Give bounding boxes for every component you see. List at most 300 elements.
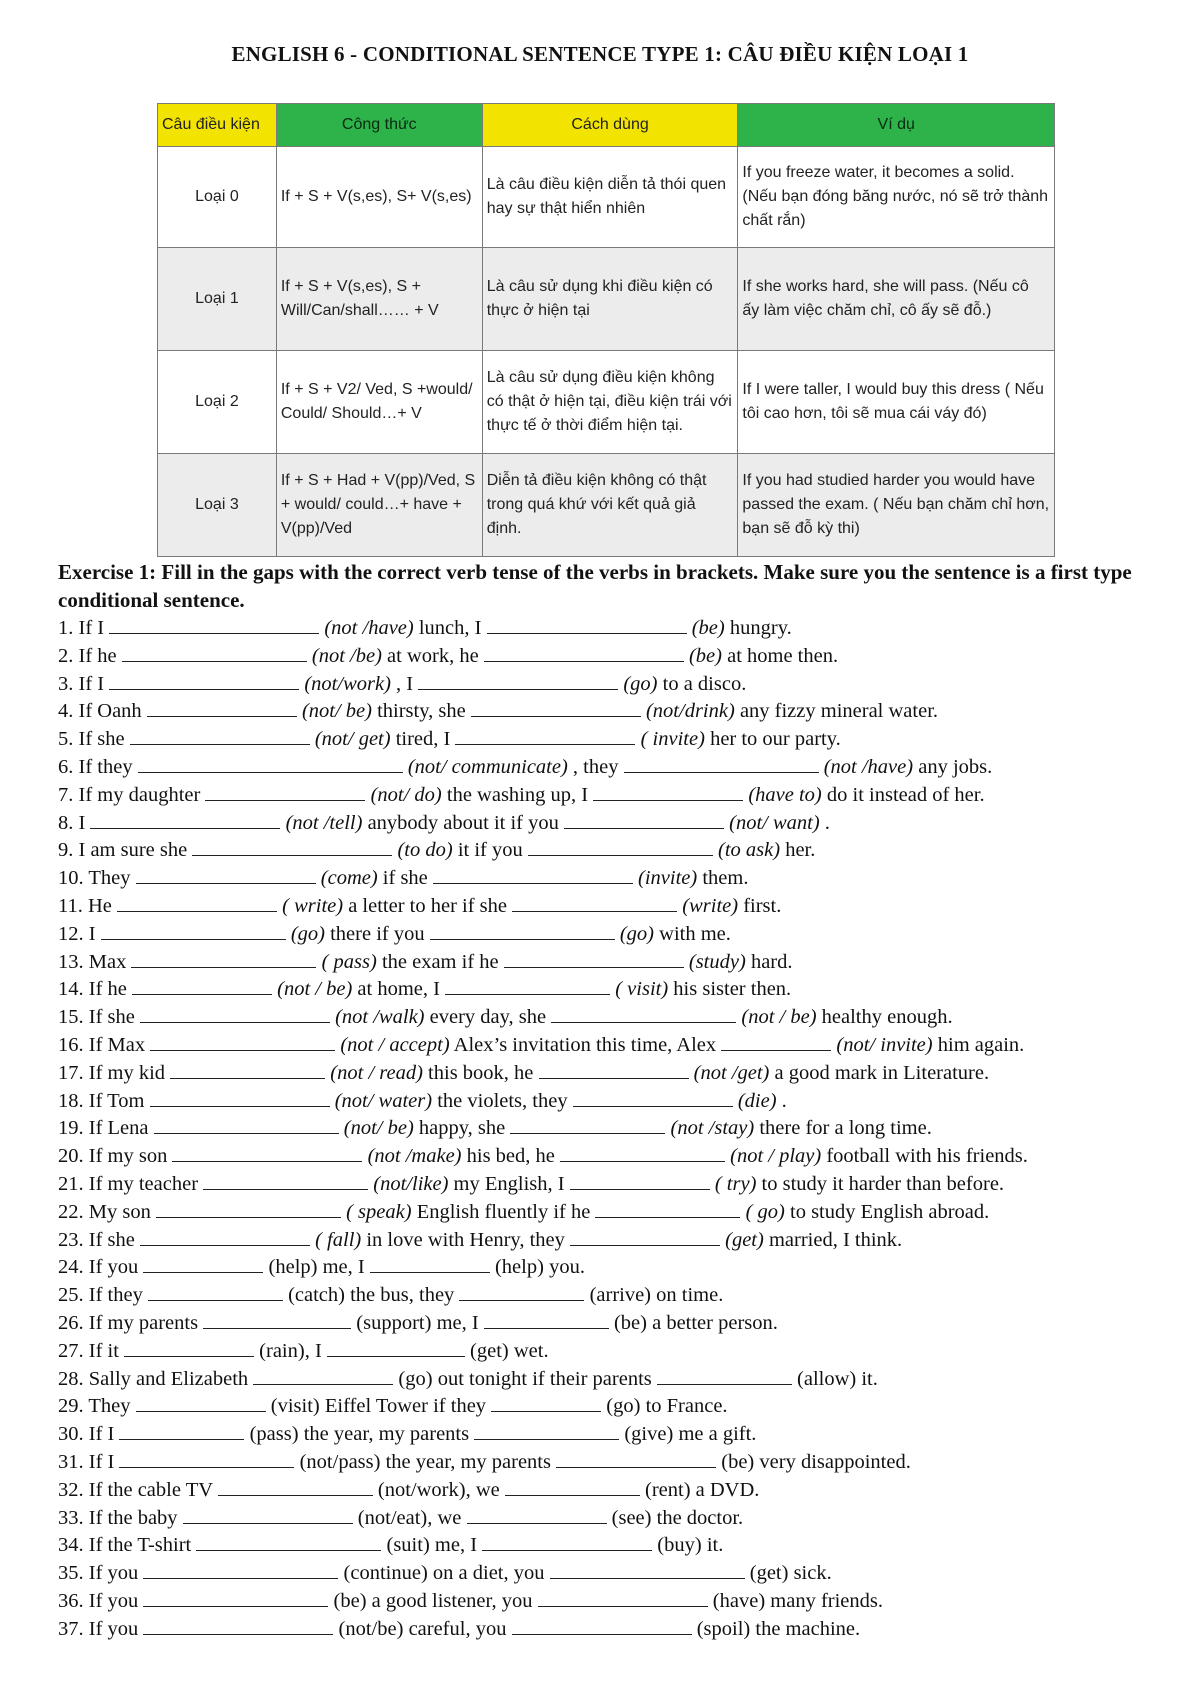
item-text-start: He <box>88 894 112 917</box>
item-text-start: If they <box>78 755 133 778</box>
item-text-end: her. <box>785 839 816 862</box>
item-text-middle: me, I <box>436 1311 479 1334</box>
answer-blank-1[interactable] <box>138 754 403 773</box>
item-text-end: to France. <box>645 1395 728 1418</box>
answer-blank-2[interactable] <box>504 949 684 968</box>
answer-blank-1[interactable] <box>218 1477 373 1496</box>
verb-hint-1: (not/ do) <box>370 783 442 806</box>
item-text-middle: tired, I <box>395 728 451 751</box>
item-text-end: hard. <box>750 950 793 973</box>
exercise-item <box>58 1616 1168 1644</box>
item-text-start: If you <box>88 1256 139 1279</box>
item-text-end: a DVD. <box>695 1478 760 1501</box>
item-number: 32. <box>58 1478 84 1501</box>
answer-blank-1[interactable] <box>143 1560 338 1579</box>
answer-blank-2[interactable] <box>474 1421 619 1440</box>
item-text-end: at home then. <box>727 644 839 667</box>
verb-hint-1: ( write) <box>282 894 344 917</box>
item-text-start: If you <box>88 1617 139 1640</box>
answer-blank-1[interactable] <box>196 1532 381 1551</box>
table-row <box>158 147 1055 248</box>
verb-hint-1: ( fall) <box>315 1228 362 1251</box>
item-text-middle: the washing up, I <box>446 783 589 806</box>
item-text-middle: me, I <box>434 1534 478 1557</box>
item-text-end: it. <box>861 1367 878 1390</box>
row-example: If I were taller, I would buy this dress ( Nếu tôi cao hơn, tôi sẽ mua cái váy đó) <box>738 351 1055 454</box>
verb-hint-2: (help) <box>494 1256 544 1279</box>
answer-blank-2[interactable] <box>570 1171 710 1190</box>
item-text-start: If my daughter <box>78 783 201 806</box>
answer-blank-2[interactable] <box>573 1088 733 1107</box>
answer-blank-2[interactable] <box>528 837 713 856</box>
item-text-start: My son <box>88 1200 151 1223</box>
exercise-item <box>58 1171 1168 1199</box>
exercise-item <box>58 837 1168 865</box>
answer-blank-2[interactable] <box>418 671 618 690</box>
item-text-start: If she <box>78 728 125 751</box>
verb-hint-2: ( try) <box>714 1172 757 1195</box>
verb-hint-1: (go) <box>398 1367 433 1390</box>
item-text-middle: this book, he <box>428 1061 534 1084</box>
exercise-item <box>58 1588 1168 1616</box>
answer-blank-2[interactable] <box>595 1199 740 1218</box>
item-text-start: If he <box>78 644 117 667</box>
answer-blank-2[interactable] <box>551 1004 736 1023</box>
item-text-middle: every day, she <box>429 1006 547 1029</box>
item-number: 21. <box>58 1172 84 1195</box>
item-text-end: me a gift. <box>678 1423 757 1446</box>
item-text-middle: it if you <box>457 839 523 862</box>
verb-hint-2: (not/drink) <box>645 700 735 723</box>
verb-hint-1: ( pass) <box>321 950 377 973</box>
item-text-end: any jobs. <box>918 755 993 778</box>
answer-blank-1[interactable] <box>122 643 307 662</box>
item-text-start: If the baby <box>88 1506 178 1529</box>
item-number: 11. <box>58 894 83 917</box>
answer-blank-1[interactable] <box>140 1004 330 1023</box>
verb-hint-1: (help) <box>268 1256 318 1279</box>
verb-hint-1: (not / read) <box>330 1061 423 1084</box>
verb-hint-2: (not /stay) <box>670 1117 755 1140</box>
item-text-start: If Max <box>88 1033 146 1056</box>
item-text-start: If my son <box>88 1145 168 1168</box>
item-text-end: married, I think. <box>768 1228 903 1251</box>
item-text-start: If Lena <box>88 1117 149 1140</box>
item-text-start: I am sure she <box>78 839 188 862</box>
verb-hint-2: (not /have) <box>823 755 914 778</box>
verb-hint-1: (suit) <box>386 1534 430 1557</box>
item-number: 18. <box>58 1089 84 1112</box>
item-text-end: a better person. <box>652 1311 778 1334</box>
item-text-end: many friends. <box>770 1589 884 1612</box>
item-number: 7. <box>58 783 74 806</box>
exercise-item <box>58 1199 1168 1227</box>
row-example: If you freeze water, it becomes a solid. (Nếu bạn đóng băng nước, nó sẽ trở thành chất rắn) <box>738 147 1055 248</box>
answer-blank-2[interactable] <box>510 1115 665 1134</box>
verb-hint-2: ( invite) <box>640 728 705 751</box>
verb-hint-2: (write) <box>682 894 739 917</box>
answer-blank-2[interactable] <box>370 1254 490 1273</box>
row-formula: If + S + Had + V(pp)/Ved, S + would/ could…+ have + V(pp)/Ved <box>276 454 482 557</box>
verb-hint-2: (be) <box>688 644 722 667</box>
exercise-item <box>58 1477 1168 1505</box>
item-number: 15. <box>58 1006 84 1029</box>
answer-blank-1[interactable] <box>117 893 277 912</box>
verb-hint-1: (pass) <box>249 1423 299 1446</box>
row-usage: Diễn tả điều kiện không có thật trong quá khứ với kết quả giả định. <box>482 454 738 557</box>
verb-hint-2: (die) <box>737 1089 777 1112</box>
page-title: ENGLISH 6 - CONDITIONAL SENTENCE TYPE 1: CÂU ĐIỀU KIỆN LOẠI 1 <box>231 42 969 66</box>
answer-blank-2[interactable] <box>560 1143 725 1162</box>
item-text-middle: his bed, he <box>466 1145 555 1168</box>
answer-blank-2[interactable] <box>538 1588 708 1607</box>
item-text-end: sick. <box>793 1562 832 1585</box>
item-text-start: They <box>88 1395 131 1418</box>
exercise-item <box>58 1227 1168 1255</box>
row-usage: Là câu sử dụng khi điều kiện có thực ở hiện tại <box>482 248 738 351</box>
exercise-item <box>58 1060 1168 1088</box>
verb-hint-2: (not/ want) <box>729 811 820 834</box>
answer-blank-2[interactable] <box>455 726 635 745</box>
answer-blank-1[interactable] <box>154 1115 339 1134</box>
exercise-item <box>58 1032 1168 1060</box>
exercise-item <box>58 1254 1168 1282</box>
item-text-middle: we <box>475 1478 500 1501</box>
answer-blank-2[interactable] <box>564 810 724 829</box>
answer-blank-2[interactable] <box>657 1366 792 1385</box>
item-text-end: the doctor. <box>656 1506 744 1529</box>
row-type: Loại 3 <box>158 454 277 557</box>
item-text-end: him again. <box>937 1033 1025 1056</box>
verb-hint-2: (allow) <box>797 1367 857 1390</box>
verb-hint-2: (go) <box>623 672 658 695</box>
item-text-middle: out tonight if their parents <box>437 1367 652 1390</box>
answer-blank-1[interactable] <box>143 1588 328 1607</box>
answer-blank-1[interactable] <box>203 1310 351 1329</box>
verb-hint-2: (get) <box>749 1562 789 1585</box>
verb-hint-1: (not /be) <box>311 644 382 667</box>
verb-hint-1: (go) <box>290 922 325 945</box>
exercise-item <box>58 643 1168 671</box>
item-text-end: her to our party. <box>710 728 841 751</box>
answer-blank-1[interactable] <box>124 1338 254 1357</box>
exercise-item <box>58 976 1168 1004</box>
verb-hint-1: (not /tell) <box>285 811 363 834</box>
verb-hint-1: (not/eat), <box>357 1506 433 1529</box>
item-text-start: If my teacher <box>88 1172 199 1195</box>
item-text-start: If you <box>88 1589 139 1612</box>
item-number: 5. <box>58 728 74 751</box>
item-text-start: If the T-shirt <box>88 1534 192 1557</box>
answer-blank-2[interactable] <box>484 643 684 662</box>
item-text-end: to a disco. <box>662 672 747 695</box>
item-number: 30. <box>58 1423 84 1446</box>
answer-blank-1[interactable] <box>90 810 280 829</box>
item-text-middle: I <box>314 1339 322 1362</box>
verb-hint-1: (rain), <box>259 1339 310 1362</box>
verb-hint-1: (come) <box>320 867 378 890</box>
answer-blank-2[interactable] <box>556 1449 716 1468</box>
verb-hint-1: (not / accept) <box>340 1033 450 1056</box>
answer-blank-1[interactable] <box>203 1171 368 1190</box>
item-text-start: Sally and Elizabeth <box>88 1367 249 1390</box>
answer-blank-2[interactable] <box>487 615 687 634</box>
answer-blank-1[interactable] <box>130 726 310 745</box>
exercise-item <box>58 1560 1168 1588</box>
item-text-start: If I <box>78 672 105 695</box>
row-formula: If + S + V(s,es), S + Will/Can/shall…… + V <box>276 248 482 351</box>
row-type: Loại 1 <box>158 248 277 351</box>
item-text-start: If she <box>88 1228 135 1251</box>
item-text-middle: a letter to her if she <box>348 894 508 917</box>
item-text-end: with me. <box>659 922 731 945</box>
answer-blank-1[interactable] <box>136 1393 266 1412</box>
answer-blank-2[interactable] <box>430 921 615 940</box>
item-text-end: to study English abroad. <box>790 1200 990 1223</box>
verb-hint-2: (get) <box>725 1228 764 1251</box>
answer-blank-2[interactable] <box>539 1060 689 1079</box>
verb-hint-2: ( go) <box>745 1200 785 1223</box>
item-text-end: a good mark in Literature. <box>774 1061 990 1084</box>
row-example: If you had studied harder you would have passed the exam. ( Nếu bạn chăm chỉ hơn, bạn sẽ đỗ kỳ thi) <box>738 454 1055 557</box>
answer-blank-1[interactable] <box>172 1143 362 1162</box>
exercise-item <box>58 1532 1168 1560</box>
item-text-start: If my kid <box>88 1061 166 1084</box>
exercise-item <box>58 1393 1168 1421</box>
verb-hint-1: (not/work), <box>377 1478 471 1501</box>
item-number: 20. <box>58 1145 84 1168</box>
table-header-row <box>158 104 1055 147</box>
answer-blank-1[interactable] <box>136 865 316 884</box>
exercise-item <box>58 754 1168 782</box>
exercise-item <box>58 1338 1168 1366</box>
item-text-middle: the year, my parents <box>303 1423 470 1446</box>
answer-blank-1[interactable] <box>150 1032 335 1051</box>
item-text-end: on time. <box>656 1284 724 1307</box>
answer-blank-2[interactable] <box>484 1310 609 1329</box>
row-formula: If + S + V2/ Ved, S +would/ Could/ Should…+ V <box>276 351 482 454</box>
item-text-end: hungry. <box>729 617 792 639</box>
item-number: 16. <box>58 1033 84 1056</box>
answer-blank-1[interactable] <box>205 782 365 801</box>
verb-hint-2: (not/ invite) <box>836 1033 933 1056</box>
verb-hint-1: (not/pass) <box>299 1450 381 1473</box>
item-number: 28. <box>58 1367 84 1390</box>
verb-hint-1: (to do) <box>397 839 453 862</box>
item-number: 9. <box>58 839 74 862</box>
item-text-middle: on a diet, you <box>432 1562 545 1585</box>
item-number: 37. <box>58 1617 84 1640</box>
verb-hint-2: (study) <box>688 950 746 973</box>
item-text-middle: a good listener, you <box>371 1589 533 1612</box>
header-usage: Cách dùng <box>482 104 738 147</box>
verb-hint-1: (not/work) <box>304 672 391 695</box>
verb-hint-2: (to ask) <box>718 839 781 862</box>
answer-blank-2[interactable] <box>570 1227 720 1246</box>
verb-hint-2: (be) <box>721 1450 755 1473</box>
verb-hint-2: (get) <box>470 1339 509 1362</box>
answer-blank-2[interactable] <box>491 1393 601 1412</box>
exercise-item <box>58 1115 1168 1143</box>
answer-blank-1[interactable] <box>109 671 299 690</box>
table-row <box>158 248 1055 351</box>
exercise-item <box>58 1421 1168 1449</box>
item-text-end: first. <box>743 894 782 917</box>
item-text-end: . <box>824 811 830 834</box>
item-number: 8. <box>58 811 74 834</box>
answer-blank-2[interactable] <box>482 1532 652 1551</box>
exercise-title: Exercise 1: Fill in the gaps with the correct verb tense of the verbs in brackets. Make sure you the sentence is a first type conditional sentence. <box>58 560 1132 612</box>
answer-blank-1[interactable] <box>101 921 286 940</box>
item-number: 2. <box>58 644 74 667</box>
item-text-middle: the year, my parents <box>385 1450 551 1473</box>
answer-blank-1[interactable] <box>170 1060 325 1079</box>
item-number: 25. <box>58 1284 84 1307</box>
exercise-item <box>58 810 1168 838</box>
item-number: 33. <box>58 1506 84 1529</box>
item-text-start: I <box>88 922 96 945</box>
item-text-end: . <box>781 1089 787 1112</box>
conditional-types-table <box>157 103 1055 557</box>
answer-blank-1[interactable] <box>192 837 392 856</box>
exercise-item <box>58 1505 1168 1533</box>
verb-hint-1: (not / be) <box>277 978 353 1001</box>
verb-hint-1: (be) <box>333 1589 367 1612</box>
answer-blank-1[interactable] <box>253 1366 393 1385</box>
item-text-end: wet. <box>513 1339 549 1362</box>
item-text-end: football with his friends. <box>826 1145 1028 1168</box>
answer-blank-1[interactable] <box>119 1421 244 1440</box>
item-text-middle: at home, I <box>357 978 440 1001</box>
item-text-start: If my parents <box>88 1311 199 1334</box>
item-text-middle: Eiffel Tower if they <box>324 1395 487 1418</box>
answer-blank-2[interactable] <box>459 1282 584 1301</box>
answer-blank-1[interactable] <box>140 1227 310 1246</box>
item-text-middle: in love with Henry, they <box>366 1228 565 1251</box>
item-text-middle: Alex’s invitation this time, Alex <box>453 1033 717 1056</box>
item-text-start: If the cable TV <box>88 1478 213 1501</box>
exercise-item <box>58 949 1168 977</box>
exercise-item <box>58 1143 1168 1171</box>
row-type: Loại 2 <box>158 351 277 454</box>
exercise-item <box>58 1366 1168 1394</box>
answer-blank-2[interactable] <box>505 1477 640 1496</box>
item-text-end: you. <box>549 1256 585 1279</box>
answer-blank-2[interactable] <box>512 1616 692 1635</box>
item-text-start: If you <box>88 1562 139 1585</box>
item-text-middle: , they <box>572 755 619 778</box>
table-row <box>158 351 1055 454</box>
verb-hint-1: (not /make) <box>367 1145 462 1168</box>
verb-hint-1: (not/ be) <box>343 1117 414 1140</box>
item-number: 31. <box>58 1450 84 1473</box>
answer-blank-1[interactable] <box>147 698 297 717</box>
answer-blank-2[interactable] <box>471 698 641 717</box>
answer-blank-1[interactable] <box>143 1616 333 1635</box>
exercise-item <box>58 1310 1168 1338</box>
exercise-item <box>58 1004 1168 1032</box>
item-text-middle: careful, you <box>408 1617 507 1640</box>
answer-blank-2[interactable] <box>593 782 743 801</box>
answer-blank-2[interactable] <box>327 1338 465 1357</box>
item-text-middle: the bus, they <box>350 1284 455 1307</box>
verb-hint-1: (not/ be) <box>301 700 372 723</box>
answer-blank-2[interactable] <box>550 1560 745 1579</box>
item-text-end: there for a long time. <box>759 1117 932 1140</box>
exercise-item <box>58 726 1168 754</box>
answer-blank-1[interactable] <box>131 949 316 968</box>
item-text-end: it. <box>706 1534 724 1557</box>
verb-hint-2: (rent) <box>645 1478 691 1501</box>
item-text-middle: at work, he <box>387 644 479 667</box>
verb-hint-1: (not/ communicate) <box>407 755 568 778</box>
verb-hint-2: (invite) <box>638 867 698 890</box>
item-text-middle: English fluently if he <box>416 1200 591 1223</box>
item-number: 29. <box>58 1395 84 1418</box>
answer-blank-2[interactable] <box>721 1032 831 1051</box>
exercise-item <box>58 1282 1168 1310</box>
item-text-start: They <box>88 867 131 890</box>
item-number: 27. <box>58 1339 84 1362</box>
item-text-middle: there if you <box>330 922 425 945</box>
answer-blank-2[interactable] <box>433 865 633 884</box>
verb-hint-2: (go) <box>619 922 655 945</box>
answer-blank-2[interactable] <box>467 1505 607 1524</box>
item-text-end: do it instead of her. <box>826 783 985 806</box>
item-text-middle: my English, I <box>453 1172 565 1195</box>
item-text-middle: the exam if he <box>381 950 499 973</box>
item-number: 14. <box>58 978 84 1001</box>
item-text-start: If Oanh <box>78 700 142 723</box>
answer-blank-1[interactable] <box>132 976 272 995</box>
verb-hint-2: (not / be) <box>741 1006 817 1029</box>
item-number: 13. <box>58 950 84 973</box>
verb-hint-1: (not/ get) <box>314 728 391 751</box>
answer-blank-2[interactable] <box>445 976 610 995</box>
verb-hint-1: (support) <box>356 1311 432 1334</box>
item-number: 24. <box>58 1256 84 1279</box>
answer-blank-1[interactable] <box>148 1282 283 1301</box>
item-number: 36. <box>58 1589 84 1612</box>
item-number: 3. <box>58 672 74 695</box>
verb-hint-2: (give) <box>624 1423 674 1446</box>
answer-blank-2[interactable] <box>624 754 819 773</box>
verb-hint-1: (not /walk) <box>335 1006 425 1029</box>
item-number: 23. <box>58 1228 84 1251</box>
verb-hint-2: (be) <box>691 617 725 639</box>
answer-blank-1[interactable] <box>143 1254 263 1273</box>
item-text-end: his sister then. <box>673 978 792 1001</box>
row-formula: If + S + V(s,es), S+ V(s,es) <box>276 147 482 248</box>
item-text-start: If Tom <box>88 1089 145 1112</box>
table-row <box>158 454 1055 557</box>
answer-blank-1[interactable] <box>156 1199 341 1218</box>
answer-blank-1[interactable] <box>183 1505 353 1524</box>
header-example: Ví dụ <box>738 104 1055 147</box>
answer-blank-1[interactable] <box>119 1449 294 1468</box>
item-text-start: If she <box>88 1006 135 1029</box>
verb-hint-1: (continue) <box>343 1562 428 1585</box>
answer-blank-2[interactable] <box>512 893 677 912</box>
answer-blank-1[interactable] <box>150 1088 330 1107</box>
row-usage: Là câu điều kiện diễn tả thói quen hay sự thật hiển nhiên <box>482 147 738 248</box>
verb-hint-2: (go) <box>606 1395 641 1418</box>
answer-blank-1[interactable] <box>109 615 319 634</box>
verb-hint-1: (catch) <box>288 1284 345 1307</box>
item-text-start: If it <box>88 1339 119 1362</box>
verb-hint-2: (not /get) <box>693 1061 770 1084</box>
item-text-end: to study it harder than before. <box>761 1172 1005 1195</box>
